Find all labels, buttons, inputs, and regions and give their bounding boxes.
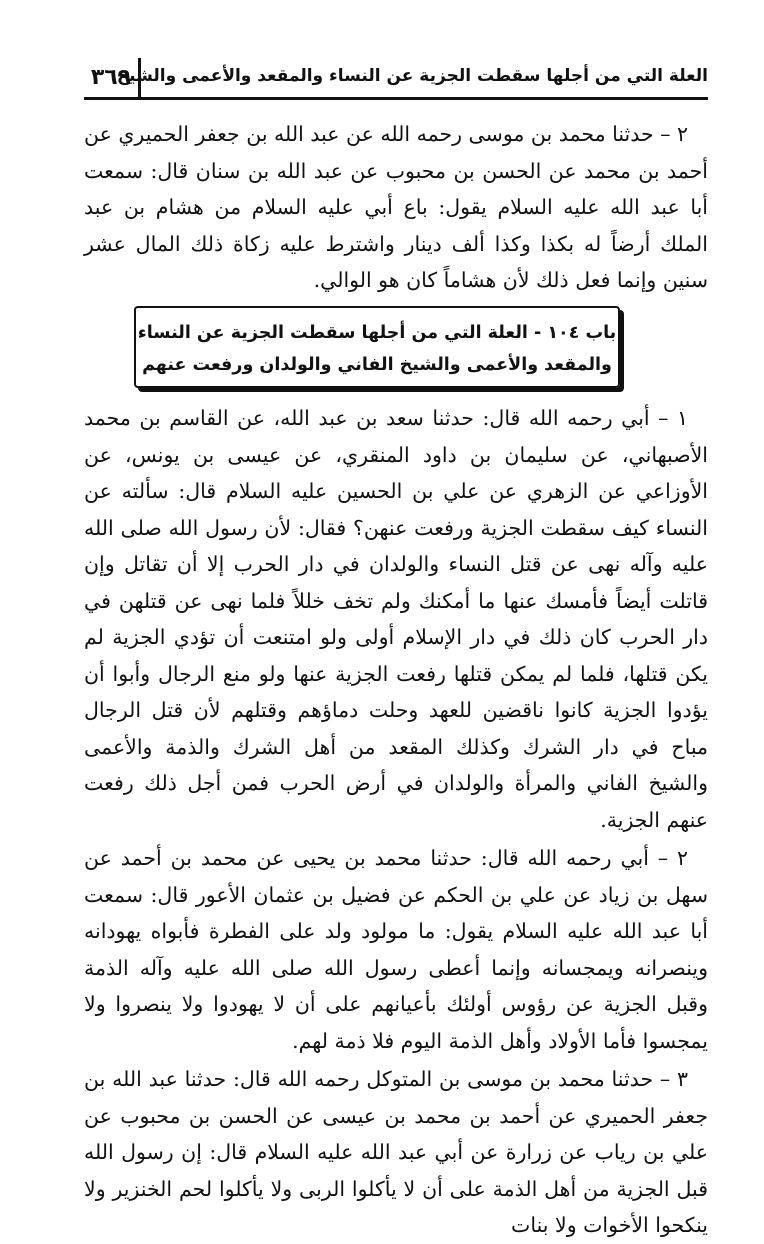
- page-number: ٣٦٩: [84, 58, 141, 98]
- running-header: [84, 58, 708, 100]
- chapter-heading-line-1: باب ١٠٤ - العلة التي من أجلها سقطت الجزية عن النساء: [137, 323, 617, 343]
- hadith-paragraph: ٣ – حدثنا محمد بن موسى بن المتوكل رحمه الله قال: حدثنا عبد الله بن جعفر الحميري عن أحمد بن محمد بن عيسى عن الحسن بن محبوب عن علي بن رياب عن زرارة عن أبي عبد الله عليه السلام قال: إن رسول الله قبل الجزية من أهل الذمة على أن لا يأكلوا الربى ولا يأكلوا لحم الخنزير ولا ينكحوا الأخوات ولا بنات: [84, 1067, 708, 1237]
- header-title: العلة التي من أجلها سقطت الجزية عن النساء والمقعد والأعمى والشيخ: [116, 66, 708, 86]
- chapter-body: [84, 400, 708, 1244]
- hadith-paragraph: ٢ – حدثنا محمد بن موسى رحمه الله عن عبد الله بن جعفر الحميري عن أحمد بن محمد عن الحسن بن محبوب عن عبد الله بن سنان قال: سمعت أبا عبد الله عليه السلام يقول: باع أبي عليه السلام من هشام بن عبد الملك أرضاً له بكذا وكذا ألف دينار واشترط عليه زكاة ذلك المال عشر سنين وإنما فعل ذلك لأن هشاماً كان هو الوالي.: [84, 122, 708, 292]
- hadith-paragraph: ٢ – أبي رحمه الله قال: حدثنا محمد بن يحيى عن محمد بن أحمد عن سهل بن زياد عن علي بن الحكم عن فضيل بن عثمان الأعور قال: سمعت أبا عبد الله عليه السلام يقول: ما مولود ولد على الفطرة فأبواه يهودانه وينصرانه ويمجسانه وإنما أعطى رسول الله صلى الله عليه وآله الذمة وقبل الجزية عن رؤوس أولئك بأعيانهم على أن لا يهودوا ولا ينصروا ولا يمجسوا فأما الأولاد وأهل الذمة اليوم فلا ذمة لهم.: [84, 846, 708, 1053]
- hadith-2-previous-chapter: [84, 116, 708, 299]
- hadith-paragraph: ١ – أبي رحمه الله قال: حدثنا سعد بن عبد الله، عن القاسم بن محمد الأصبهاني، عن سليمان بن داود المنقري، عن عيسى بن يونس، عن الأوزاعي عن الزهري عن علي بن الحسين عليه السلام قال: سألته عن النساء كيف سقطت الجزية ورفعت عنهن؟ فقال: لأن رسول الله صلى الله عليه وآله نهى عن قتل النساء والولدان في دار الحرب إلا أن تقاتل وإن قاتلت أيضاً فأمسك عنها ما أمكنك ولم تخف خللاً فلما نهى عن قتلهن في دار الحرب كان ذلك في دار الإسلام أولى ولو امتنعت أن تؤدي الجزية لم يكن قتلها، فلما لم يمكن قتلها رفعت الجزية عنها ولو منع الرجال وأبوا أن يؤدوا الجزية كانوا ناقضين للعهد وحلت دماؤهم وقتلهم لأن قتل الرجال مباح في دار الشرك وكذلك المقعد من أهل الشرك والذمة والأعمى والشيخ الفاني والمرأة والولدان في أرض الحرب فمن أجل ذلك رفعت عنهم الجزية.: [84, 406, 708, 832]
- chapter-heading-line-2: والمقعد والأعمى والشيخ الفاني والولدان ورفعت عنهم: [142, 355, 612, 375]
- header-rule: [84, 97, 708, 100]
- chapter-heading-box: [134, 306, 620, 388]
